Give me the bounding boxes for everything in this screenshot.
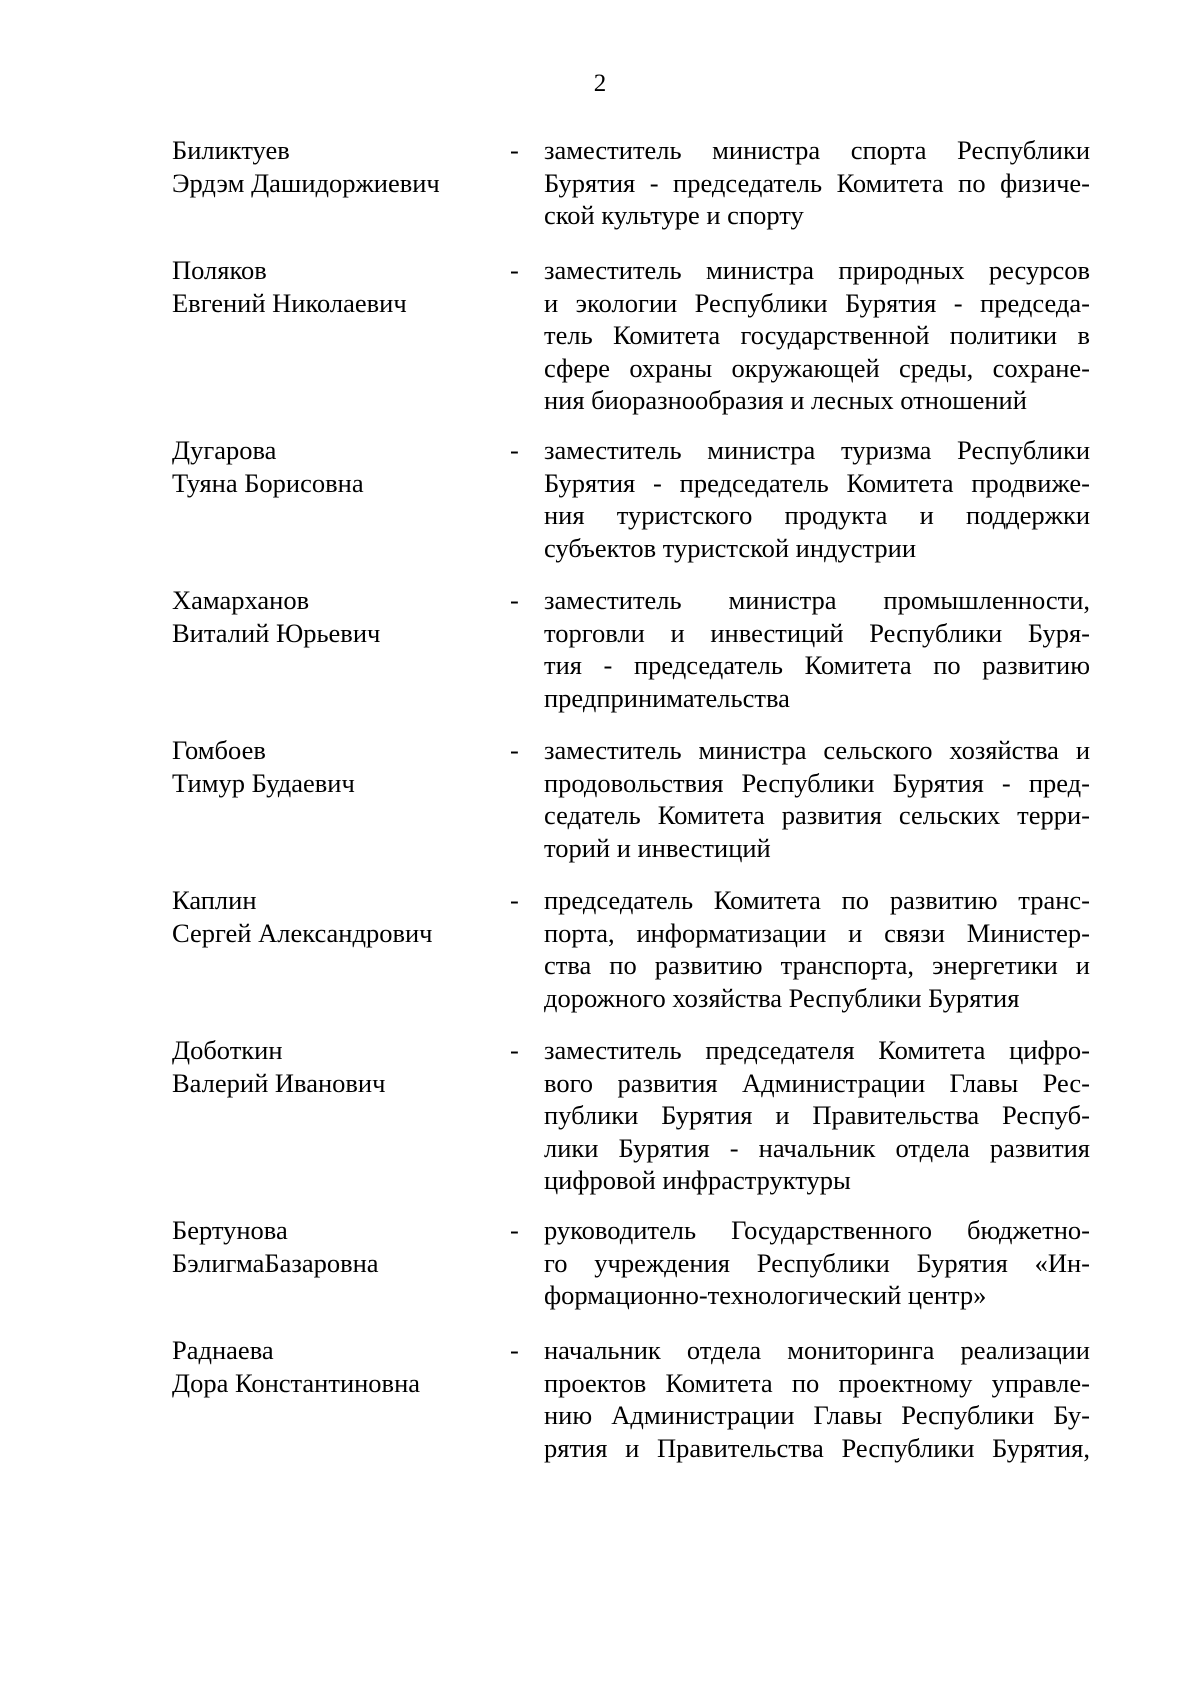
member-name [172,734,510,799]
position-line: Бурятия - председатель Комитета продвиже- [544,467,1090,498]
position-line: ства по развитию транспорта, энергетики и [544,950,1090,981]
member-name [172,434,510,499]
member-surname: Бертунова [172,1215,288,1245]
member-name [172,1034,510,1099]
position-line: го учреждения Республики Бурятия «Ин- [544,1247,1090,1278]
position-line: заместитель министра природных ресурсов [544,255,1090,285]
position-line: цифровой инфраструктуры [544,1165,851,1196]
position-line: публики Бурятия и Правительства Респуб- [544,1100,1090,1131]
member-position [544,434,1090,564]
member-position [544,134,1090,232]
member-name [172,134,510,199]
member-surname: Доботкин [172,1035,283,1065]
member-surname: Каплин [172,885,257,915]
position-line: формационно-технологический центр» [544,1280,987,1311]
member-given-names: Дора Константиновна [172,1367,421,1398]
position-line: тия - председатель Комитета по развитию [544,650,1090,681]
position-line: заместитель министра сельского хозяйства и [544,735,1090,765]
member-given-names: Сергей Александрович [172,917,433,948]
position-line: начальник отдела мониторинга реализации [544,1335,1090,1365]
position-line: Бурятия - председатель Комитета по физиче- [544,167,1090,198]
position-line: седатель Комитета развития сельских терри- [544,800,1090,831]
member-entry [172,254,1090,417]
member-position [544,1214,1090,1312]
member-given-names: Эрдэм Дашидоржиевич [172,167,440,198]
member-given-names: Евгений Николаевич [172,287,407,318]
position-line: нию Администрации Главы Республики Бу- [544,1400,1090,1431]
position-line: заместитель председателя Комитета цифро- [544,1035,1090,1065]
member-position [544,1034,1090,1197]
position-line: ния биоразнообразия и лесных отношений [544,385,1027,416]
member-given-names: Туяна Борисовна [172,467,364,498]
member-surname: Дугарова [172,435,277,465]
member-given-names: Тимур Будаевич [172,767,355,798]
position-line: субъектов туристской индустрии [544,532,917,563]
member-entry [172,1214,1090,1312]
member-position [544,884,1090,1014]
position-line: ния туристского продукта и поддержки [544,500,1090,531]
member-name [172,584,510,649]
member-entry [172,884,1090,1014]
position-line: дорожного хозяйства Республики Бурятия [544,982,1020,1013]
member-name [172,254,510,319]
position-line: ской культуре и спорту [544,200,804,231]
member-entry [172,734,1090,864]
position-line: проектов Комитета по проектному управле- [544,1367,1090,1398]
page-number: 2 [593,70,607,97]
member-position [544,1334,1090,1464]
position-line: порта, информатизации и связи Министер- [544,917,1090,948]
position-line: торий и инвестиций [544,832,771,863]
member-name [172,1214,510,1279]
member-given-names: Валерий Иванович [172,1067,386,1098]
position-line: продовольствия Республики Бурятия - пред- [544,767,1090,798]
member-name [172,1334,510,1399]
position-line: предпринимательства [544,682,790,713]
position-line: лики Бурятия - начальник отдела развития [544,1132,1090,1163]
member-entry [172,434,1090,564]
position-line: руководитель Государственного бюджетно- [544,1215,1090,1245]
position-line: и экологии Республики Бурятия - председа- [544,287,1090,318]
member-entry [172,584,1090,714]
member-surname: Раднаева [172,1335,274,1365]
entry-dash: - [510,585,519,615]
position-line: заместитель министра туризма Республики [544,435,1090,465]
member-given-names: Виталий Юрьевич [172,617,381,648]
entry-dash: - [510,135,519,165]
member-entry [172,1034,1090,1197]
member-position [544,584,1090,714]
entry-dash: - [510,255,519,285]
position-line: заместитель министра промышленности, [544,585,1090,615]
entry-dash: - [510,1035,519,1065]
entry-dash: - [510,735,519,765]
position-line: торговли и инвестиций Республики Буря- [544,617,1090,648]
entry-dash: - [510,1335,519,1365]
member-surname: Поляков [172,255,267,285]
position-line: вого развития Администрации Главы Рес- [544,1067,1090,1098]
position-line: сфере охраны окружающей среды, сохране- [544,352,1090,383]
position-line: рятия и Правительства Республики Бурятия, [544,1432,1090,1463]
position-line: заместитель министра спорта Республики [544,135,1090,165]
entry-dash: - [510,885,519,915]
entry-dash: - [510,1215,519,1245]
member-surname: Биликтуев [172,135,290,165]
member-entry [172,1334,1090,1464]
entry-dash: - [510,435,519,465]
member-position [544,254,1090,417]
member-given-names: БэлигмаБазаровна [172,1247,379,1278]
member-entry [172,134,1090,232]
position-line: председатель Комитета по развитию транс- [544,885,1090,915]
member-surname: Хамарханов [172,585,310,615]
position-line: тель Комитета государственной политики в [544,320,1090,351]
member-position [544,734,1090,864]
member-surname: Гомбоев [172,735,266,765]
member-name [172,884,510,949]
